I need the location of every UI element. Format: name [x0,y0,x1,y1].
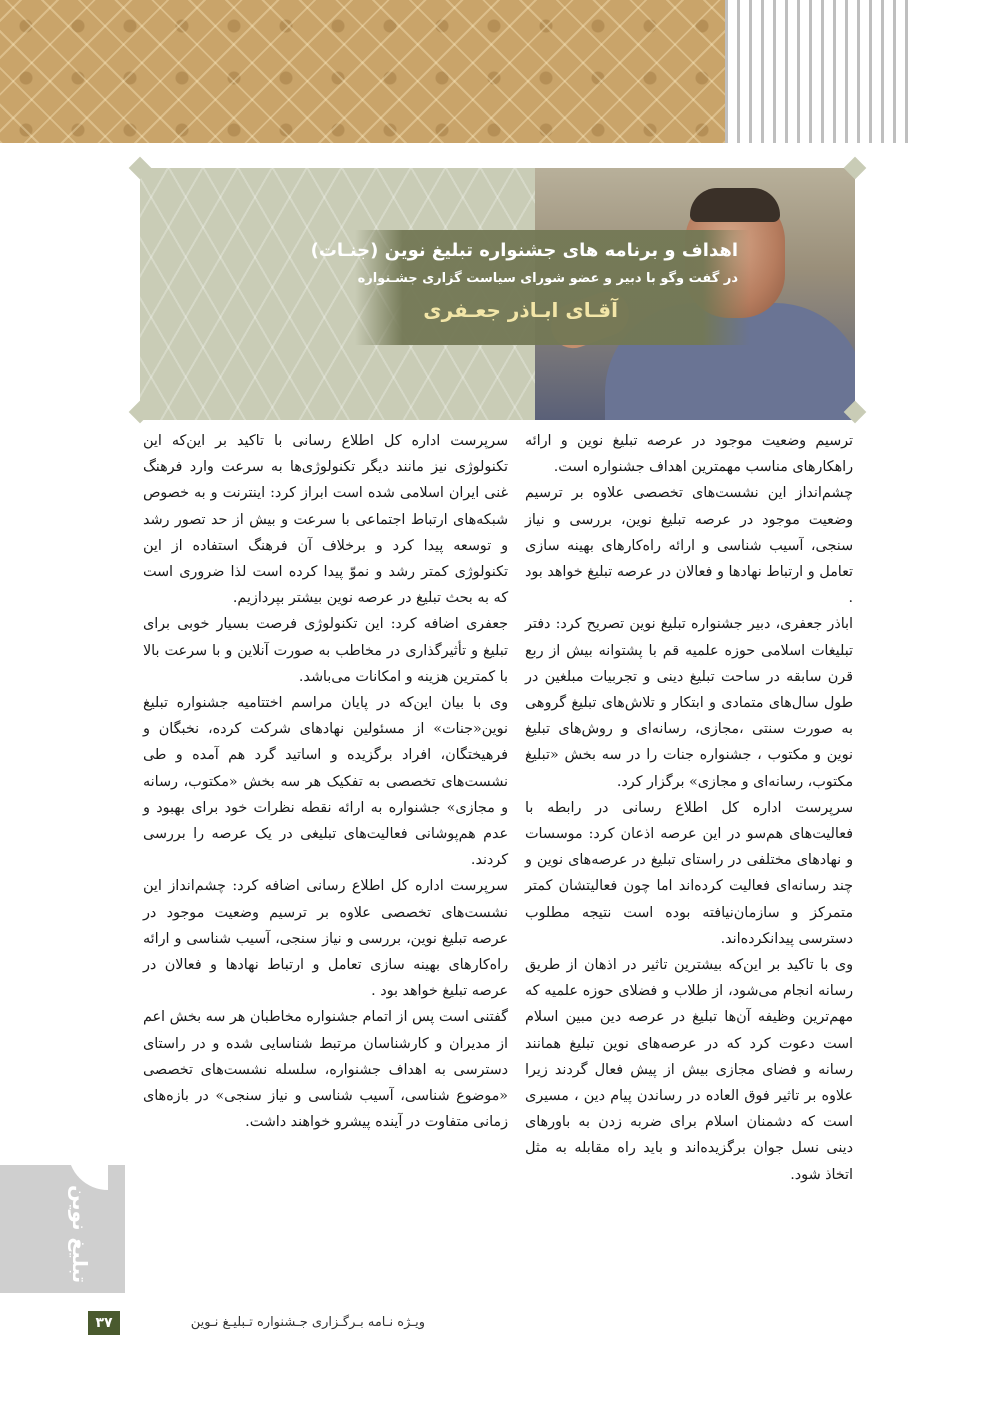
magazine-logo: تبلیغ نوین [68,1184,92,1284]
paragraph: گفتنی است پس از اتمام جشنواره مخاطبان هر سه بخش اعم از مدیران و کارشناسان مرتبط شناسایی شده و در راستای دسترسی به اهداف جشنواره، سلسله نشست‌های تخصصی «موضوع شناسی، آسیب شناسی و نیاز سنجی» در بازه‌های زمانی متفاوت در آینده پیشرو خواهند داشت. [143,1009,508,1131]
paragraph: اباذر جعفری، دبیر جشنواره تبلیغ نوین تصریح کرد: دفتر تبلیغات اسلامی حوزه علمیه قم با پشتوانه بیش از ربع قرن سابقه در ساحت تبلیغ دینی و تجربیات مبلغین در طول سال‌های متمادی و ابتکار و تلاش‌های تبلیغ گروهی به صورت سنتی ،مجازی، رسانه‌ای و روش‌های تبلیغ نوین و مکتوب ، جشنواره جنات را در سه بخش «تبلیغ مکتوب، رسانه‌ای و مجازی» برگزار کرد. [525,616,853,790]
article-header-panel [140,168,855,420]
article-column-right [525,428,853,1188]
decorative-pattern-band [0,0,725,143]
title-banner [310,230,750,345]
decorative-stripes [725,0,910,143]
paragraph: سرپرست اداره کل اطلاع رسانی اضافه کرد: چشم‌انداز این نشست‌های تخصصی علاوه بر ترسیم وضعیت موجود در عرصه تبلیغ نوین، بررسی و نیاز سنجی، آسیب شناسی و ارائه راه‌کارهای بهینه سازی تعامل و ارتباط نهادها و فعالان در عرصه تبلیغ خواهد بود . [143,878,508,1000]
paragraph: چشم‌انداز این نشست‌های تخصصی علاوه بر ترسیم وضعیت موجود در عرصه تبلیغ نوین، بررسی و نیاز سنجی، آسیب شناسی و ارائه راه‌کارهای بهینه سازی تعامل و ارتباط نهادها و فعالان در عرصه تبلیغ خواهد بود . [525,485,853,607]
footer-caption: ویـژه نـامه بـرگـزاری جـشنواره تـبلیـغ نـوین [190,1315,425,1330]
article-title: اهداف و برنامه های جشنواره تبلیغ نوین (جنـات) [310,240,738,261]
article-column-left [143,428,508,1135]
page-number: ۳۷ [88,1311,120,1335]
article-subtitle: در گفت وگو با دبیر و عضو شورای سیاست گزاری جشـنواره [357,271,738,286]
paragraph: وی با تاکید بر این‌که بیشترین تاثیر در اذهان از طریق رسانه انجام می‌شود، از طلاب و فضلای حوزه علمیه که مهم‌ترین وظیفه آن‌ها تبلیغ در عرصه دین مبین اسلام است دعوت کرد که در عرصه‌های نوین تبلیغ همانند رسانه و فضای مجازی بیش از پیش فعال گردند زیرا علاوه بر تاثیر فوق العاده در رساندن پیام دین ، مسیری است که دشمنان اسلام برای ضربه زدن به باورهای دینی نسل جوان برگزیده‌اند و باید راه مقابله به مثل اتخاذ شود. [525,957,853,1183]
paragraph: سرپرست اداره کل اطلاع رسانی با تاکید بر این‌که این تکنولوژی نیز مانند دیگر تکنولوژی‌ها به سرعت وارد فرهنگ غنی ایران اسلامی شده است ابراز کرد: اینترنت و به خصوص شبکه‌های ارتباط اجتماعی با سرعت و بیش از حد تصور رشد و توسعه پیدا کرد و برخلاف آن فرهنگ استفاده از این تکنولوژی کمتر رشد و نموّ پیدا کرده است لذا ضروری است که به بحث تبلیغ در عرصه نوین بیشتر بپردازیم. [143,433,508,607]
paragraph: وی با بیان این‌که در پایان مراسم اختتامیه جشنواره تبلیغ نوین«جنات» از مسئولین نهادهای شرکت کرده، نخبگان و فرهیختگان، افراد برگزیده و اساتید گرد هم آمده و طی نشست‌های تخصصی به تفکیک هر سه بخش «مکتوب، رسانه و مجازی» جشنواره به ارائه نقطه نظرات خود برای بهبود و عدم هم‌پوشانی فعالیت‌های تبلیغی در یک عرصه را بررسی کردند. [143,695,508,869]
paragraph: سرپرست اداره کل اطلاع رسانی در رابطه با فعالیت‌های هم‌سو در این عرصه اذعان کرد: موسسات و نهادهای مختلفی در راستای تبلیغ در عرصه‌های نوین و چند رسانه‌ای فعالیت کرده‌اند اما چون فعالیتشان کمتر متمرکز و سازمان‌نیافته بوده است نتیجه مطلوب دسترسی پیدانکرده‌اند. [525,799,853,947]
interviewee-name: آقـای ابـاذر جعـفری [423,298,618,322]
paragraph: ترسیم وضعیت موجود در عرصه تبلیغ نوین و ارائه راهکارهای مناسب مهمترین اهداف جشنواره است. [525,433,853,476]
paragraph: جعفری اضافه کرد: این تکنولوژی فرصت بسیار خوبی برای تبلیغ و تأثیرگذاری در مخاطب به صورت آنلاین و با سرعت بالا با کمترین هزینه و امکانات می‌باشد. [143,616,508,685]
